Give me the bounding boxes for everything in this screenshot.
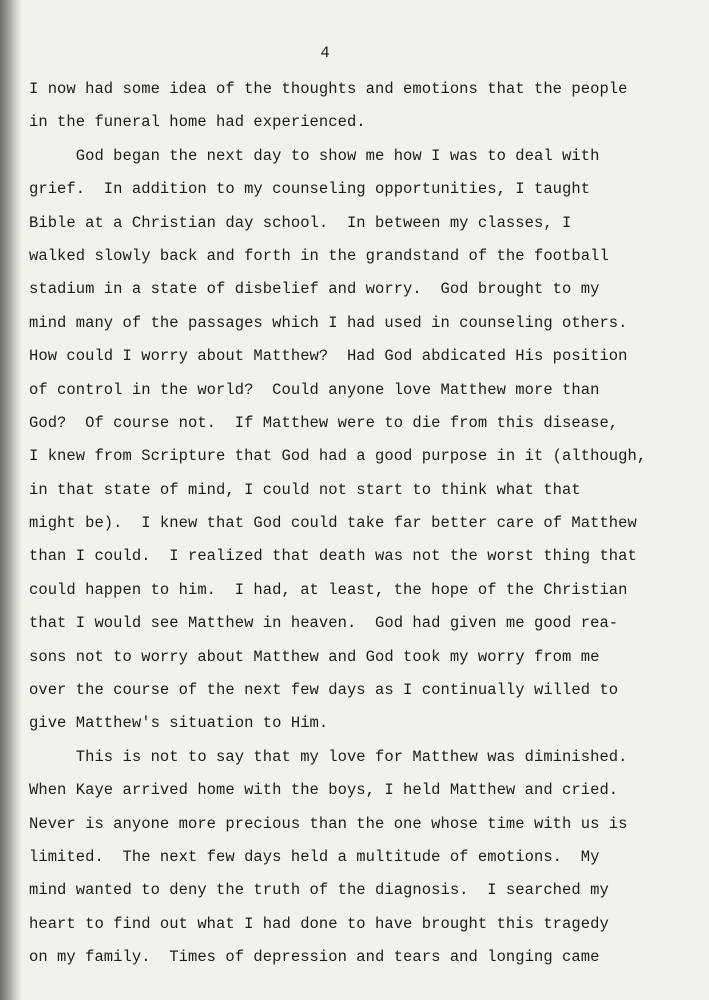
page-edge-shadow	[0, 0, 22, 1000]
text-line: in that state of mind, I could not start to think what that	[29, 480, 581, 499]
text-line: grief. In addition to my counseling opportunities, I taught	[29, 180, 591, 199]
text-line: could happen to him. I had, at least, the hope of the Christian	[29, 580, 628, 599]
text-line: than I could. I realized that death was not the worst thing that	[29, 547, 637, 566]
text-line: heart to find out what I had done to have brought this tragedy	[29, 914, 609, 933]
text-line: Never is anyone more precious than the one whose time with us is	[29, 814, 628, 833]
page-number: 4	[320, 44, 330, 62]
text-line: over the course of the next few days as I continually willed to	[29, 681, 619, 700]
text-line: How could I worry about Matthew? Had God abdicated His position	[29, 347, 628, 366]
text-line: This is not to say that my love for Matthew was diminished.	[29, 747, 628, 766]
text-line: mind wanted to deny the truth of the diagnosis. I searched my	[29, 881, 609, 900]
text-line: in the funeral home had experienced.	[29, 113, 366, 132]
text-line: God? Of course not. If Matthew were to die from this disease,	[29, 413, 619, 432]
text-line: God began the next day to show me how I was to deal with	[29, 146, 600, 165]
text-line: stadium in a state of disbelief and worry. God brought to my	[29, 280, 600, 299]
text-line: I now had some idea of the thoughts and emotions that the people	[29, 80, 628, 98]
text-line: might be). I knew that God could take far better care of Matthew	[29, 514, 637, 533]
text-line: Bible at a Christian day school. In between my classes, I	[29, 213, 572, 232]
text-line: sons not to worry about Matthew and God took my worry from me	[29, 647, 600, 666]
text-line: of control in the world? Could anyone love Matthew more than	[29, 380, 600, 399]
text-line: I knew from Scripture that God had a good purpose in it (although,	[29, 447, 647, 466]
document-body	[29, 73, 699, 975]
text-line: walked slowly back and forth in the grandstand of the football	[29, 246, 609, 265]
text-line: mind many of the passages which I had used in counseling others.	[29, 313, 628, 332]
text-line: that I would see Matthew in heaven. God had given me good rea-	[29, 614, 619, 633]
text-line: When Kaye arrived home with the boys, I held Matthew and cried.	[29, 781, 619, 800]
text-line: on my family. Times of depression and tears and longing came	[29, 948, 600, 967]
text-line: limited. The next few days held a multitude of emotions. My	[29, 847, 600, 866]
text-line: give Matthew's situation to Him.	[29, 714, 329, 733]
